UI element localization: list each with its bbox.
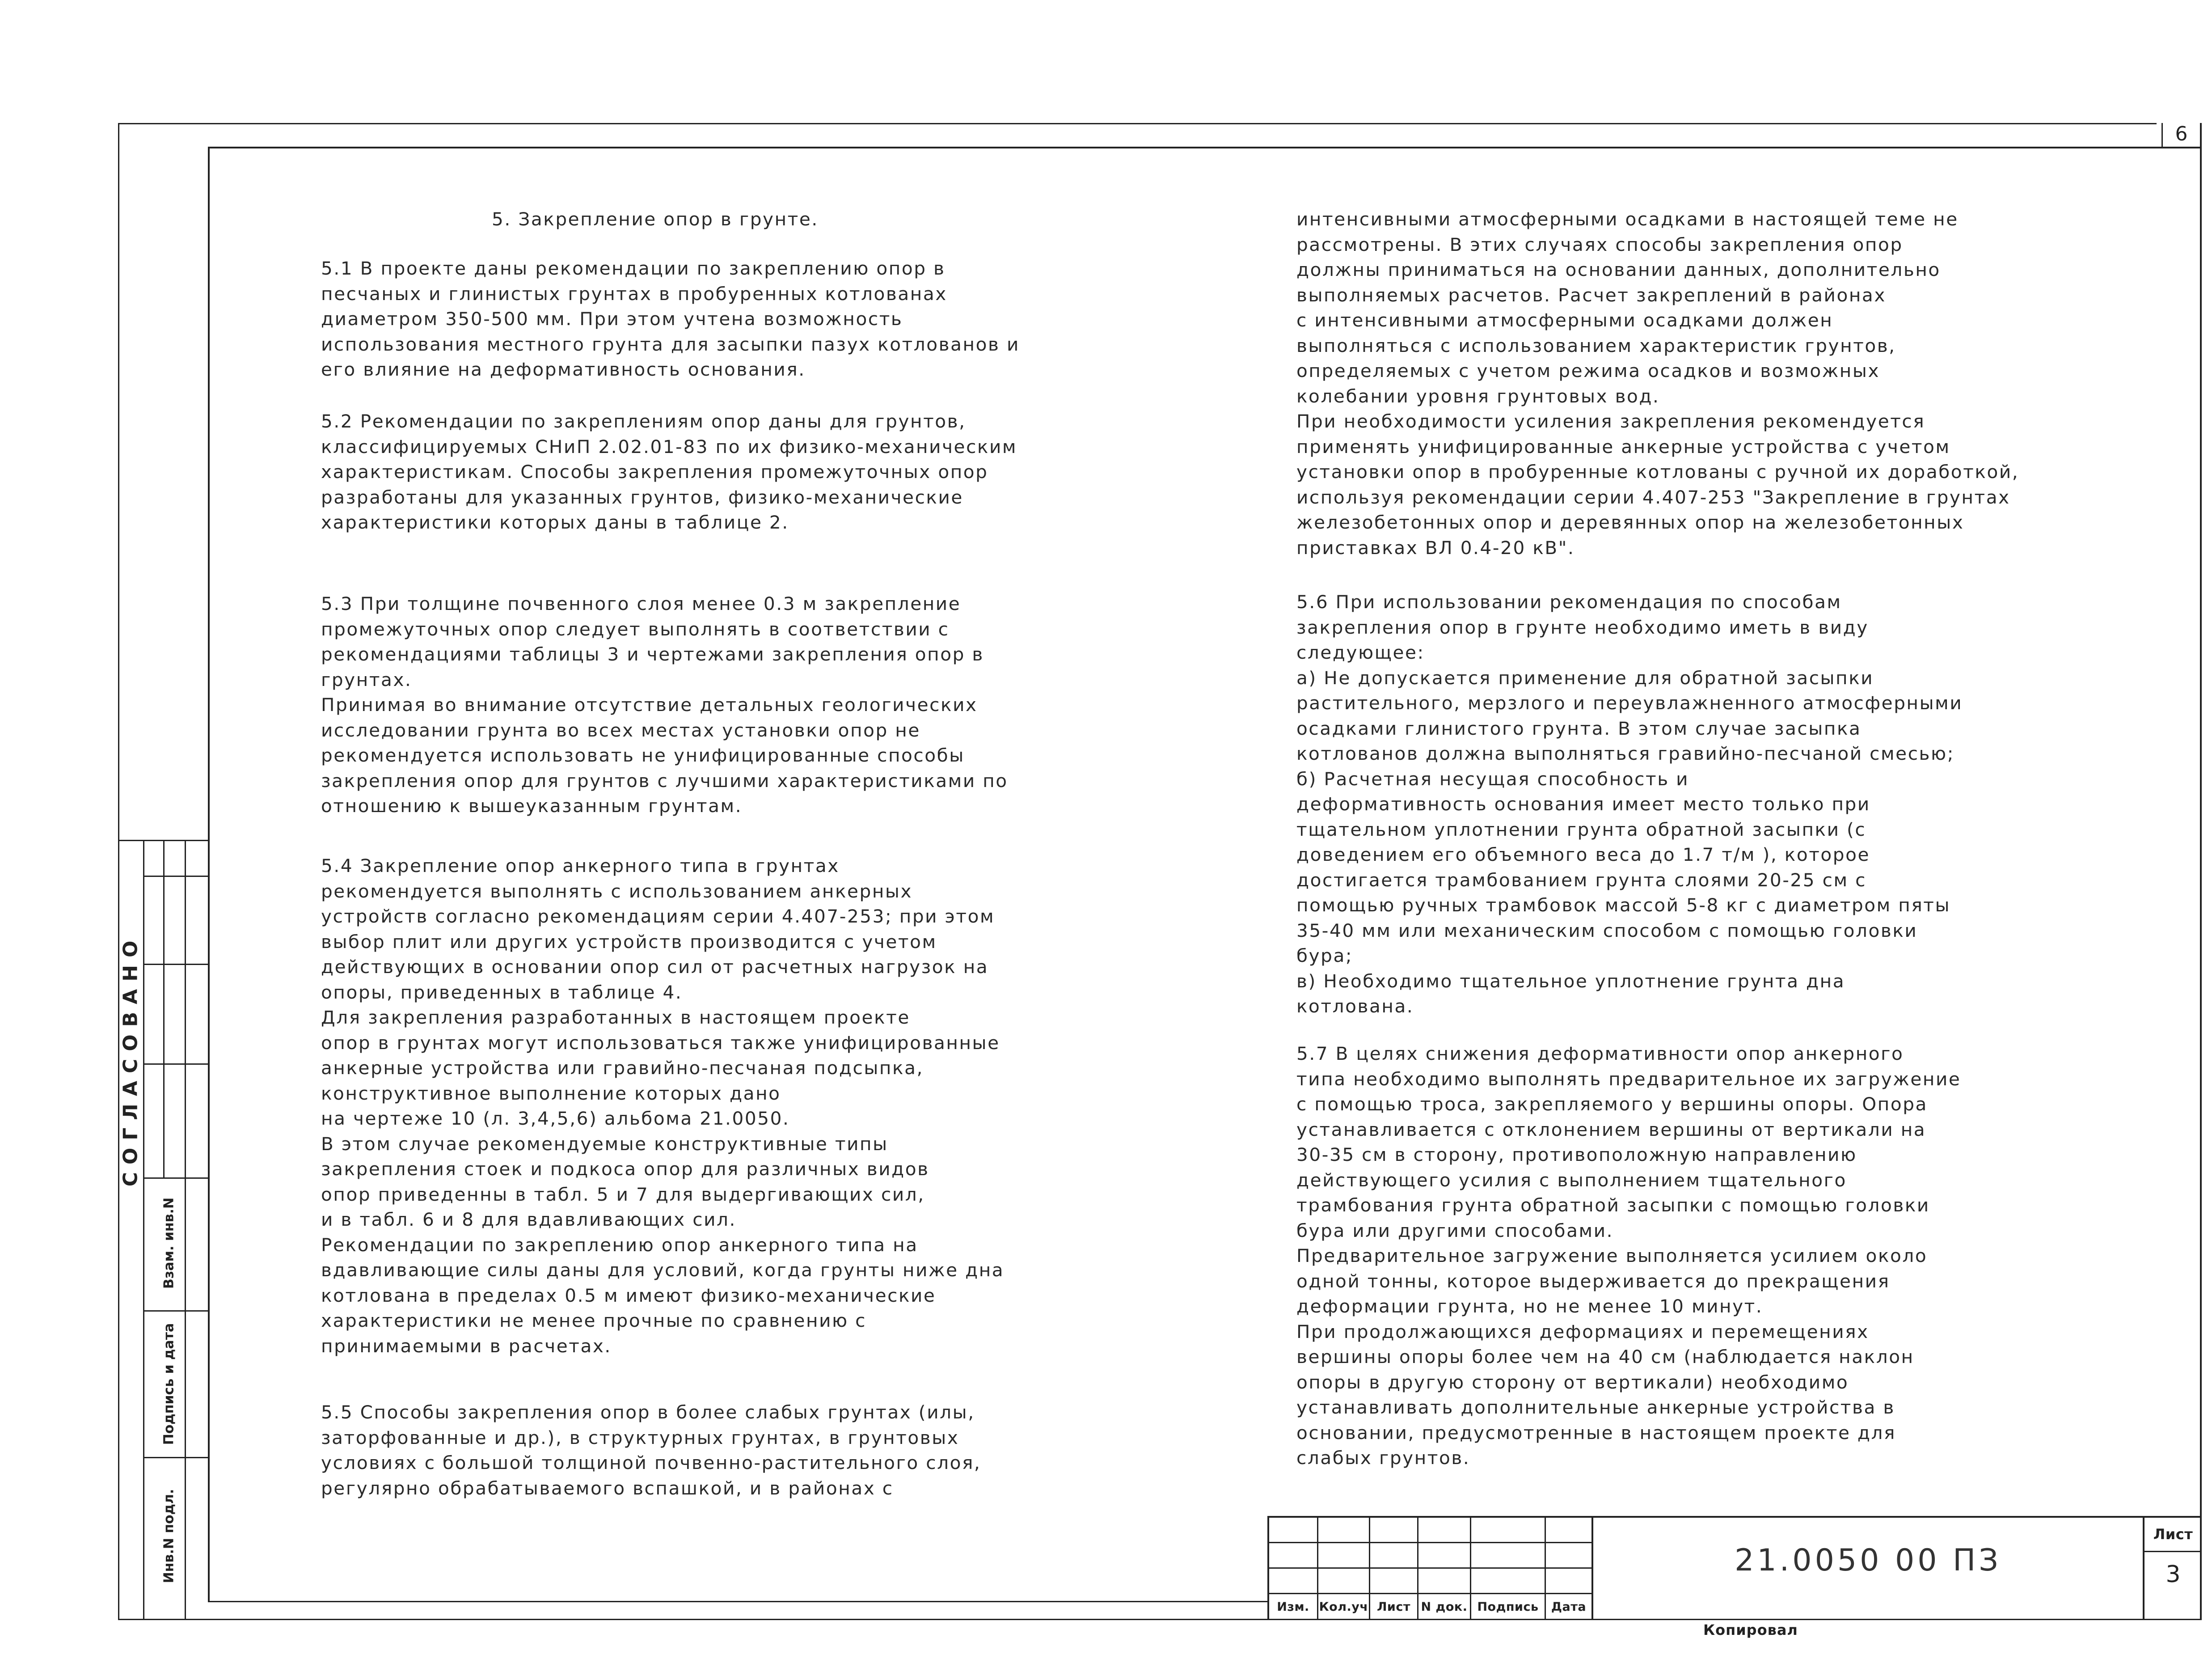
stamp-vzam-inv: Взам. инв.N bbox=[161, 1197, 177, 1289]
header-data: Дата bbox=[1551, 1600, 1587, 1614]
paragraph-5-1: 5.1 В проекте даны рекомендации по закреплению опор в песчаных и глинистых грунтах в пробуренных котлованах диаметром 350-500 мм. При этом учтена возможность использования местного грунта для засыпки пазух котлованов и его влияние на деформативность основания. bbox=[321, 258, 1020, 380]
paragraph-5-7: 5.7 В целях снижения деформативности опор анкерного типа необходимо выполнять предварительное их загружение с помощью троса, закрепляемого у вершины опоры. Опора устанавливается с отклонением вершины от вертикали на 30-35 см в сторону, противоположную направлению действующего усилия с выполнением тщательного трамбования грунта обратной засыпки с помощью головки бура или другими способами. Предварительное загружение выполняется усилием около одной тонны, которое выдерживается до прекращения деформации грунта, но не менее 10 минут. При продолжающихся деформациях и перемещениях вершины опоры более чем на 40 см (наблюдается наклон опоры в другую сторону от вертикали) необходимо устанавливать дополнительные анкерные устройства в основании, предусмотренные в настоящем проекте для слабых грунтов. bbox=[1296, 1043, 1961, 1469]
stamp-podpis-data: Подпись и дата bbox=[161, 1323, 177, 1445]
outer-frame-bottom bbox=[118, 1619, 2201, 1620]
inner-frame-top bbox=[208, 147, 2202, 148]
section-heading: 5. Закрепление опор в грунте. bbox=[492, 208, 819, 230]
sheet-label: Лист bbox=[2153, 1526, 2193, 1543]
paragraph-5-4: 5.4 Закрепление опор анкерного типа в грунтах рекомендуется выполнять с использованием анкерных устройств согласно рекомендациям серии 4.407-253; при этом выбор плит или других устройств производится с учетом действующих в основании опор сил от расчетных нагрузок на опоры, приведенных в таблице 4. Для закрепления разработанных в настоящем проекте опор в грунтах могут использоваться также унифицированные анкерные устройства или гравийно-песчаная подсыпка, конструктивное выполнение которых дано на чертеже 10 (л. 3,4,5,6) альбома 21.0050. В этом случае рекомендуемые конструктивные типы закрепления стоек и подкоса опор для различных видов опор приведенны в табл. 5 и 7 для выдергивающих сил, и в табл. 6 и 8 для вдавливающих сил. Рекомендации по закреплению опор анкерного типа на вдавливающие силы даны для условий, когда грунты ниже дна котлована в пределах 0.5 м имеют физико-механические характеристики не менее прочные по сравнению с принимаемыми в расчетах. bbox=[321, 855, 1005, 1357]
paragraph-5-2: 5.2 Рекомендации по закреплениям опор даны для грунтов, классифицируемых СНиП 2.02.01-83 по их физико-механическим характеристикам. Способы закрепления промежуточных опор разработаны для указанных грунтов, физико-механические характеристики которых даны в таблице 2. bbox=[321, 411, 1017, 533]
header-izm: Изм. bbox=[1277, 1600, 1309, 1614]
sheet-number: 3 bbox=[2166, 1561, 2181, 1588]
stamp-inv-podl: Инв.N подл. bbox=[161, 1489, 177, 1583]
paragraph-continued: интенсивными атмосферными осадками в настоящей теме не рассмотрены. В этих случаях способы закрепления опор должны приниматься на основании данных, дополнительно выполняемых расчетов. Расчет закреплений в районах с интенсивными атмосферными осадками должен выполняться с использованием характеристик грунтов, определяемых с учетом режима осадков и возможных колебании уровня грунтовых вод. При необходимости усиления закрепления рекомендуется применять унифицированные анкерные устройства с учетом установки опор в пробуренные котлованы с ручной их доработкой, используя рекомендации серии 4.407-253 "Закрепление в грунтах железобетонных опор и деревянных опор на железобетонных приставках ВЛ 0.4-20 кВ". bbox=[1296, 208, 2019, 559]
inner-frame-right bbox=[2200, 123, 2202, 1620]
sheet-top-number: 6 bbox=[2175, 123, 2188, 145]
inner-frame-left bbox=[208, 147, 210, 1602]
copied-by-label: Копировал bbox=[1703, 1621, 1798, 1638]
stamp-agreed: СОГЛАСОВАНО bbox=[119, 933, 142, 1187]
header-kol-uch: Кол.уч bbox=[1319, 1600, 1368, 1614]
paragraph-5-3: 5.3 При толщине почвенного слоя менее 0.3 м закрепление промежуточных опор следует выполнять в соответствии с рекомендациями таблицы 3 и чертежами закрепления опор в грунтах. Принимая во внимание отсутствие детальных геологических исследовании грунта во всех местах установки опор не рекомендуется использовать не унифицированные способы закрепления опор для грунтов с лучшими характеристиками по отношению к вышеуказанным грунтам. bbox=[321, 593, 1008, 817]
document-code: 21.0050 00 ПЗ bbox=[1735, 1543, 2001, 1578]
paragraph-5-5: 5.5 Способы закрепления опор в более слабых грунтах (илы, заторфованные и др.), в структурных грунтах, в грунтовых условиях с большой толщиной почвенно-растительного слоя, регулярно обрабатываемого вспашкой, и в районах с bbox=[321, 1401, 981, 1499]
header-n-dok: N док. bbox=[1421, 1600, 1468, 1614]
outer-frame-top bbox=[118, 123, 2157, 124]
header-list: Лист bbox=[1377, 1600, 1410, 1614]
inner-frame-bottom-left bbox=[208, 1601, 1269, 1602]
outer-frame-left bbox=[118, 123, 119, 1620]
header-podpis: Подпись bbox=[1477, 1600, 1539, 1614]
paragraph-5-6: 5.6 При использовании рекомендация по способам закрепления опор в грунте необходимо иметь в виду следующее: а) Не допускается применение для обратной засыпки растительного, мерзлого и переувлажненного атмосферными осадками глинистого грунта. В этом случае засыпка котлованов должна выполняться гравийно-песчаной смесью; б) Расчетная несущая способность и деформативность основания имеет место только при тщательном уплотнении грунта обратной засыпки (с доведением его объемного веса до 1.7 т/м ), которое достигается трамбованием грунта слоями 20-25 см с помощью ручных трамбовок массой 5-8 кг с диаметром пяты 35-40 мм или механическим способом с помощью головки бура; в) Необходимо тщательное уплотнение грунта дна котлована. bbox=[1296, 591, 1963, 1017]
